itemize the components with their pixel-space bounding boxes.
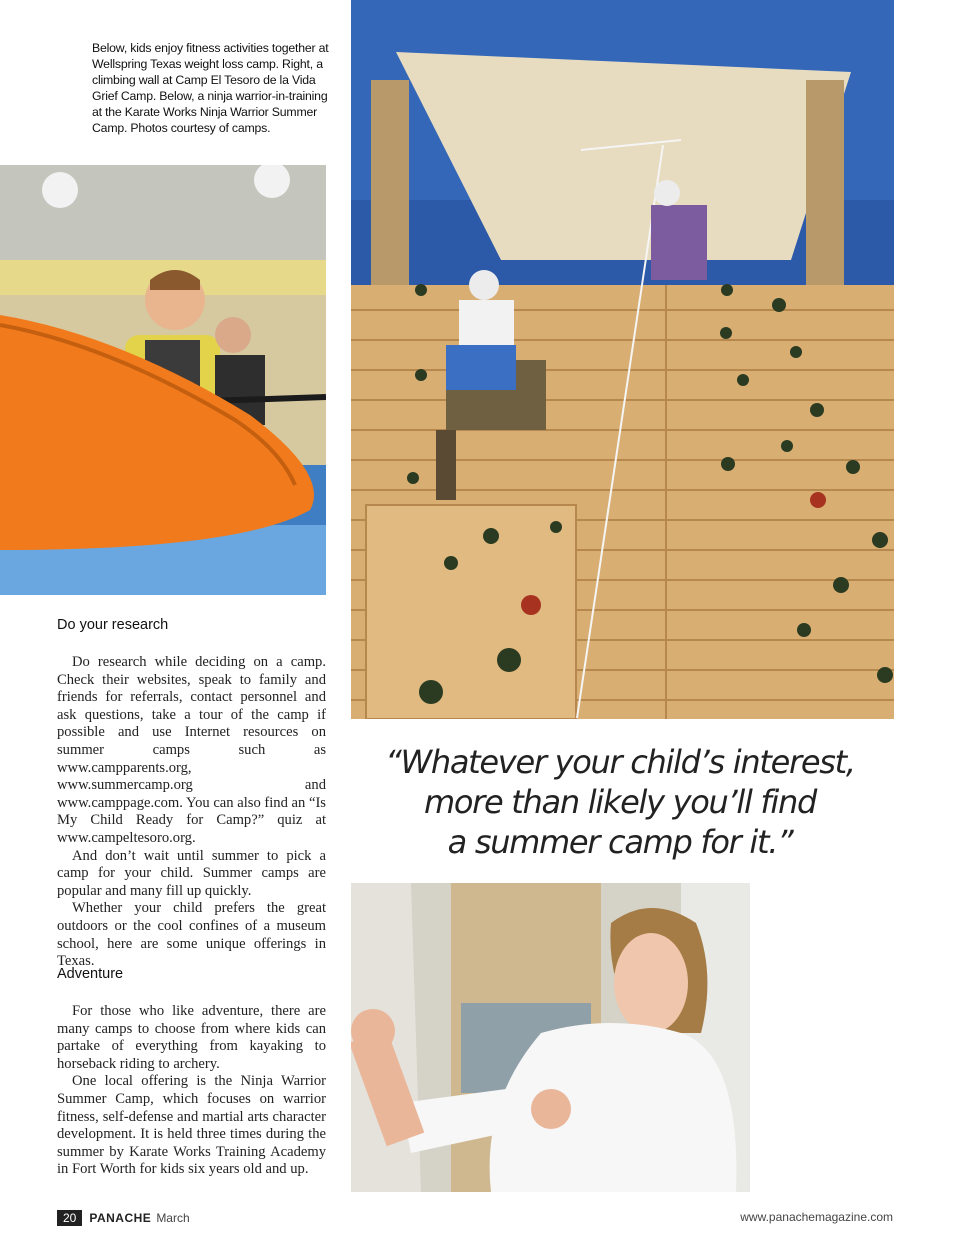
karate-photo	[351, 883, 750, 1192]
page-number: 20	[57, 1210, 82, 1226]
kayak-photo	[0, 165, 326, 595]
section-heading-research: Do your research	[57, 617, 169, 633]
pull-quote	[370, 742, 870, 862]
adventure-paragraph: One local offering is the Ninja Warrior Summer Camp, which focuses on warrior fitness, self-defense and martial arts character development. It is held three times during the summer by Karate Works Training Academy in Fort Worth for kids six years old and up.	[57, 1073, 326, 1178]
folio	[57, 1209, 190, 1226]
research-paragraph: And don’t wait until summer to pick a camp for your child. Summer camps are popular and many fill up quickly.	[57, 847, 326, 899]
website-link[interactable]: www.panachemagazine.com	[740, 1210, 893, 1224]
pull-quote-line: “Whatever your child’s interest,	[385, 743, 855, 781]
issue-month: March	[156, 1210, 190, 1225]
section-heading-adventure: Adventure	[57, 966, 124, 982]
adventure-paragraph: For those who like adventure, there are many camps to choose from where kids can partake of everything from kayaking to horseback riding to archery.	[57, 1003, 326, 1072]
adventure-body	[57, 1003, 326, 1179]
research-paragraph: Whether your child prefers the great outdoors or the cool confines of a museum school, here are some unique offerings in Texas.	[57, 900, 326, 970]
research-body	[57, 654, 326, 971]
research-paragraph: Do research while deciding on a camp. Check their websites, speak to family and friends for referrals, contact personnel and ask questions, take a tour of the camp if possible and use Internet resources on summer camps such as www.campparents.org, www.summercamp.org and www.camppage.com. You can also find an “Is My Child Ready for Camp?” quiz at www.campeltesoro.org.	[57, 654, 326, 846]
climbing-wall-photo	[351, 0, 894, 719]
pull-quote-line: a summer camp for it.”	[447, 823, 793, 861]
pull-quote-line: more than likely you’ll find	[424, 783, 816, 821]
photo-caption: Below, kids enjoy fitness activities together at Wellspring Texas weight loss camp. Right, a climbing wall at Camp El Tesoro de la Vida Grief Camp. Below, a ninja warrior-in-training at the Karate Works Ninja Warrior Summer Camp. Photos courtesy of camps.	[92, 41, 329, 135]
magazine-name: PANACHE	[89, 1210, 152, 1225]
